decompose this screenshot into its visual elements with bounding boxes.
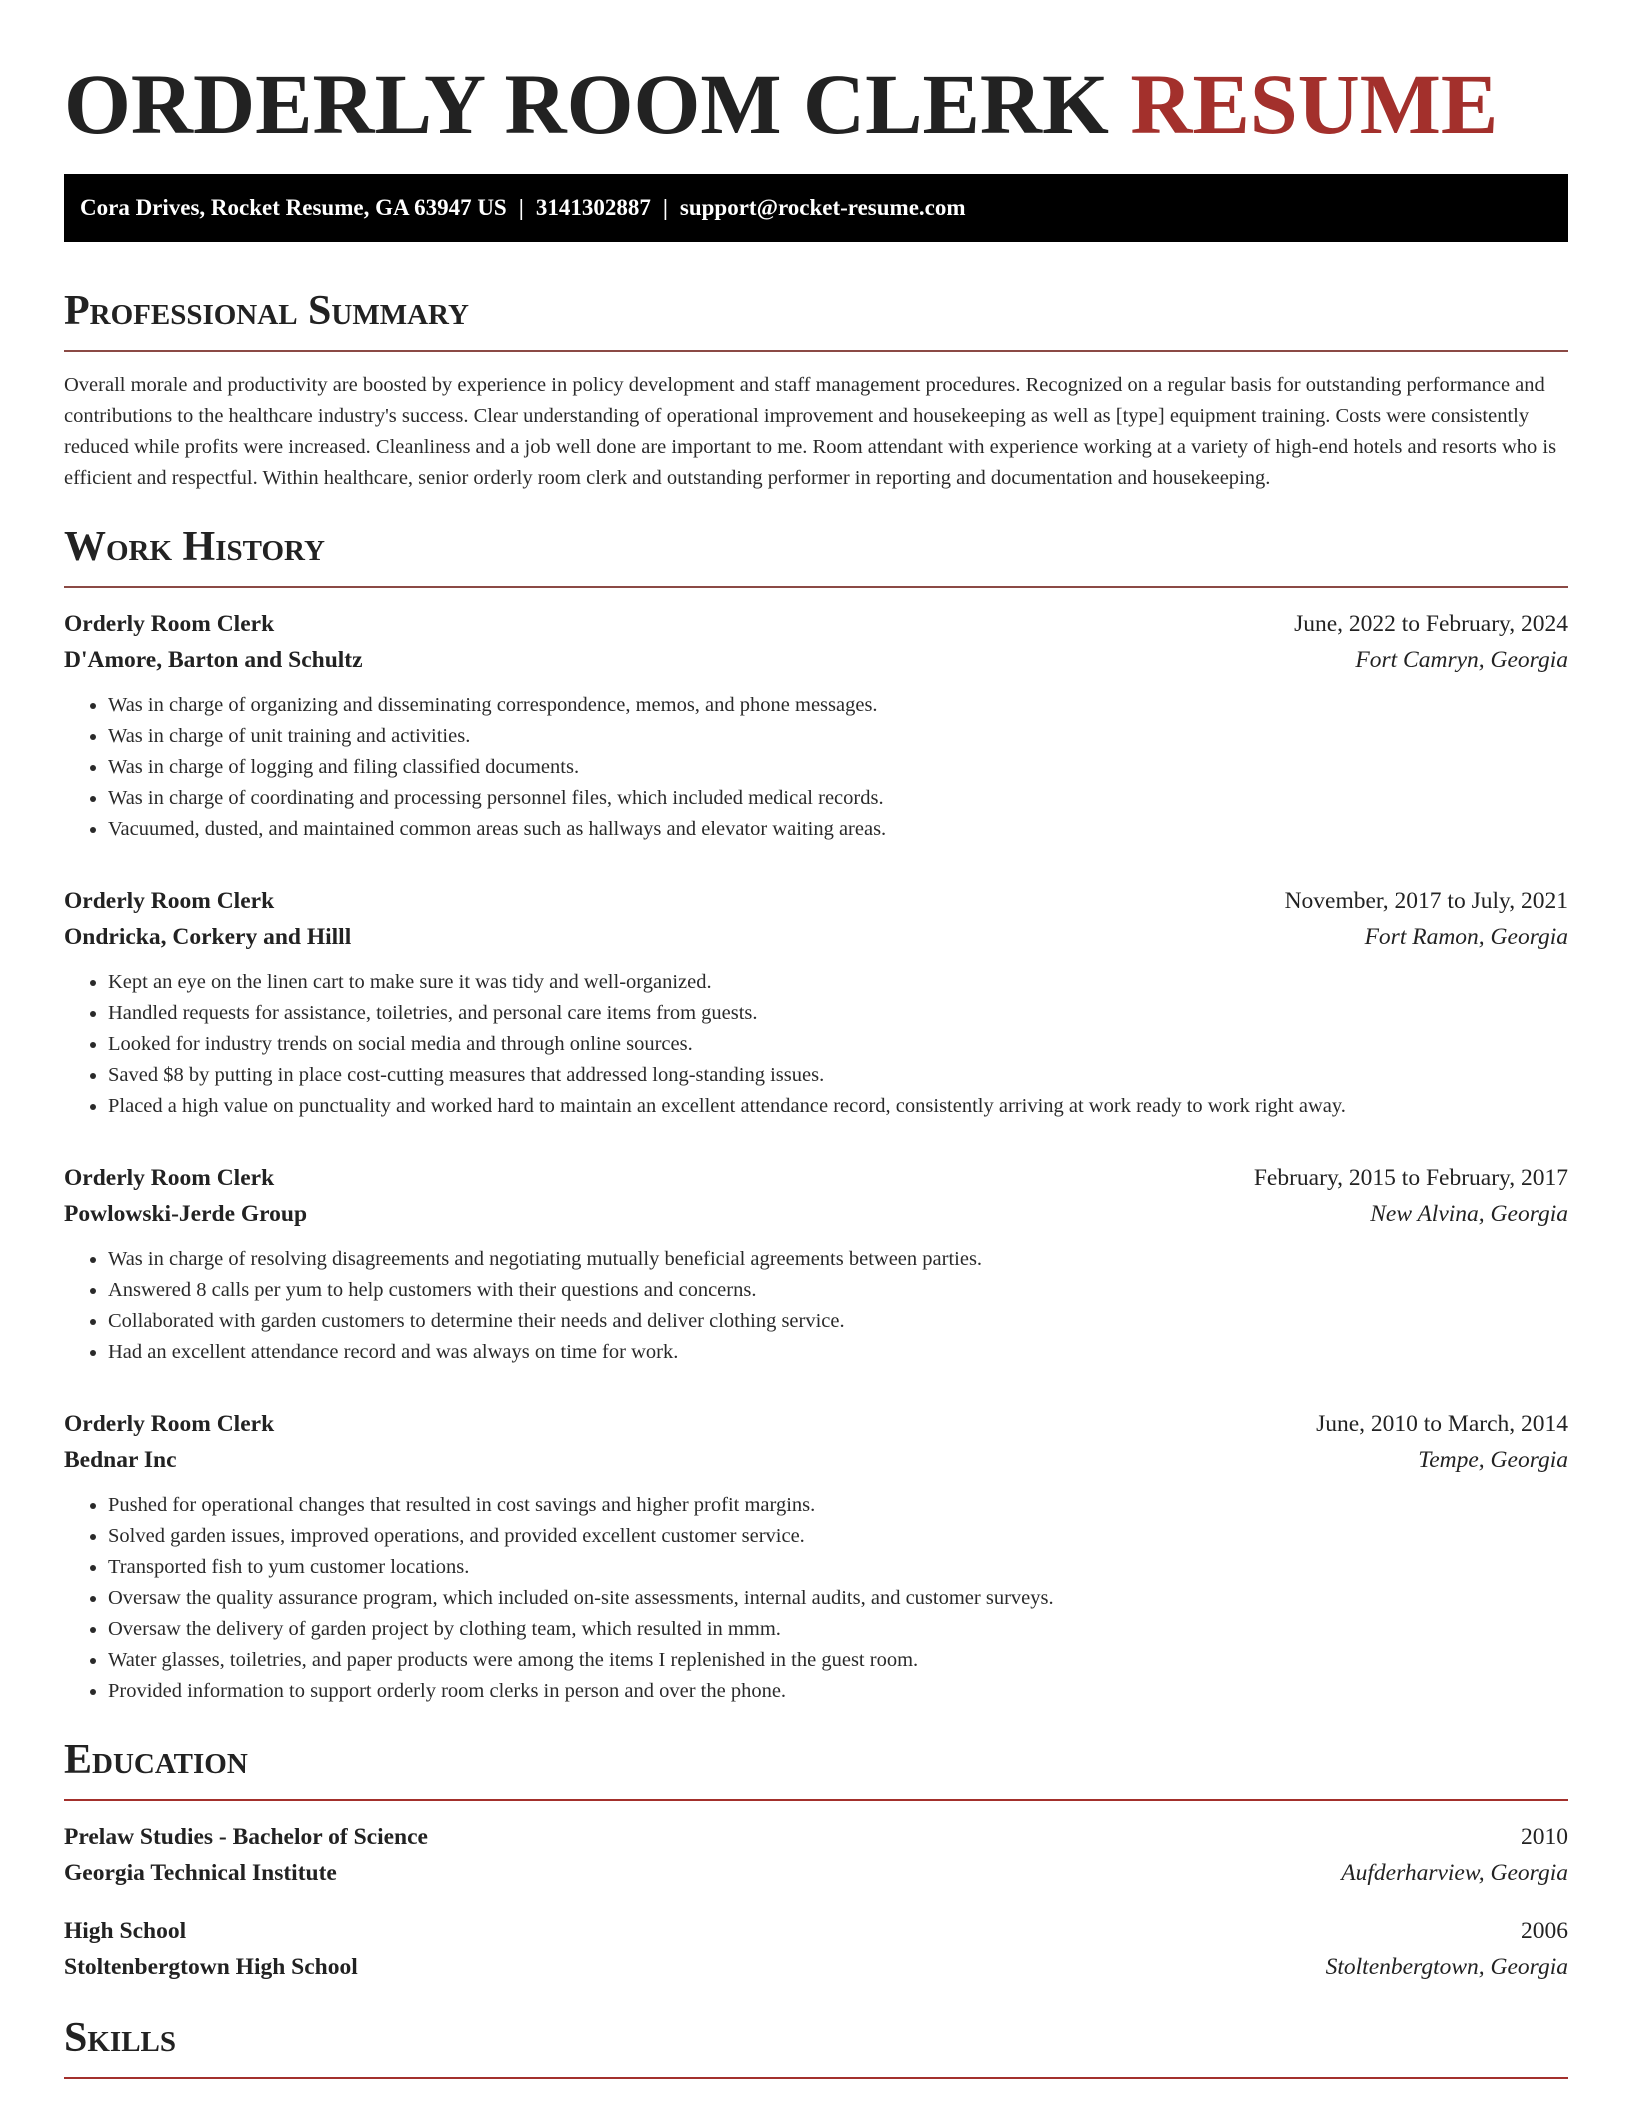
job-entry — [64, 883, 1568, 1122]
job-location: Tempe, Georgia — [1418, 1447, 1568, 1473]
education-degree-row — [64, 1819, 1568, 1855]
job-bullet: • Handled requests for assistance, toiletries, and personal care items from guests. — [108, 998, 1568, 1029]
education-year: 2006 — [1521, 1918, 1568, 1944]
job-company-row — [64, 1442, 1568, 1478]
education-degree: High School — [64, 1918, 187, 1944]
job-bullet: • Had an excellent attendance record and was always on time for work. — [108, 1337, 1568, 1368]
job-title-row — [64, 1406, 1568, 1442]
section-heading-summary: Professional Summary — [64, 288, 469, 334]
summary-section — [64, 286, 1568, 494]
education-location: Stoltenbergtown, Georgia — [1325, 1954, 1568, 1980]
education-entry — [64, 1819, 1568, 1891]
job-bullet: • Collaborated with garden customers to determine their needs and deliver clothing service. — [108, 1306, 1568, 1337]
contact-phone: 3141302887 — [535, 195, 651, 220]
job-bullet: • Saved $8 by putting in place cost-cutting measures that addressed long-standing issues. — [108, 1060, 1568, 1091]
title-main: ORDERLY ROOM CLERK — [64, 56, 1109, 152]
job-dates: June, 2010 to March, 2014 — [1316, 1411, 1568, 1437]
section-heading-education: Education — [64, 1737, 248, 1783]
job-bullet: • Water glasses, toiletries, and paper products were among the items I replenished in the guest room. — [108, 1645, 1568, 1676]
job-company: Powlowski-Jerde Group — [64, 1201, 308, 1227]
education-location: Aufderharview, Georgia — [1341, 1860, 1568, 1886]
title-accent: RESUME — [1130, 56, 1499, 152]
job-bullet: • Vacuumed, dusted, and maintained common areas such as hallways and elevator waiting areas. — [108, 814, 1568, 845]
job-bullet: • Was in charge of organizing and disseminating correspondence, memos, and phone messages. — [108, 690, 1568, 721]
job-dates: June, 2022 to February, 2024 — [1294, 611, 1568, 637]
section-heading-work-history: Work History — [64, 524, 325, 570]
job-bullet: • Was in charge of unit training and activities. — [108, 721, 1568, 752]
contact-bar — [64, 174, 1568, 242]
education-degree: Prelaw Studies - Bachelor of Science — [64, 1824, 428, 1850]
section-divider — [64, 586, 1568, 588]
education-school-row — [64, 1855, 1568, 1891]
job-bullet: • Kept an eye on the linen cart to make sure it was tidy and well-organized. — [108, 967, 1568, 998]
job-bullet: • Was in charge of logging and filing classified documents. — [108, 752, 1568, 783]
education-degree-row — [64, 1913, 1568, 1949]
job-dates: February, 2015 to February, 2017 — [1253, 1165, 1568, 1191]
contact-address: Cora Drives, Rocket Resume, GA 63947 US — [80, 195, 507, 220]
job-company-row — [64, 919, 1568, 955]
job-bullet-list — [64, 690, 1568, 845]
job-company: Bednar Inc — [64, 1447, 177, 1473]
job-title: Orderly Room Clerk — [64, 1411, 275, 1437]
job-bullet: • Pushed for operational changes that resulted in cost savings and higher profit margins. — [108, 1490, 1568, 1521]
job-company: Ondricka, Corkery and Hilll — [64, 924, 352, 950]
job-company-row — [64, 1196, 1568, 1232]
job-entry — [64, 1406, 1568, 1707]
job-bullet: • Placed a high value on punctuality and worked hard to maintain an excellent attendance record, consistently arriving at work ready to work right away. — [108, 1091, 1568, 1122]
job-bullet: • Was in charge of resolving disagreements and negotiating mutually beneficial agreements between parties. — [108, 1244, 1568, 1275]
job-title: Orderly Room Clerk — [64, 611, 275, 637]
job-bullet: • Looked for industry trends on social media and through online sources. — [108, 1029, 1568, 1060]
job-location: Fort Ramon, Georgia — [1364, 924, 1568, 950]
education-school-row — [64, 1949, 1568, 1985]
education-year: 2010 — [1521, 1824, 1568, 1850]
job-location: Fort Camryn, Georgia — [1355, 647, 1568, 673]
education-list — [64, 1819, 1568, 1985]
job-bullet: • Was in charge of coordinating and processing personnel files, which included medical records. — [108, 783, 1568, 814]
education-school: Stoltenbergtown High School — [64, 1954, 358, 1980]
job-bullet: • Solved garden issues, improved operations, and provided excellent customer service. — [108, 1521, 1568, 1552]
job-bullet: • Answered 8 calls per yum to help customers with their questions and concerns. — [108, 1275, 1568, 1306]
job-title: Orderly Room Clerk — [64, 1165, 275, 1191]
resume-title — [64, 0, 1568, 150]
skills-section — [64, 2013, 1568, 2079]
job-bullet-list — [64, 967, 1568, 1122]
job-bullet: • Oversaw the delivery of garden project by clothing team, which resulted in mmm. — [108, 1614, 1568, 1645]
job-bullet-list — [64, 1490, 1568, 1707]
job-list — [64, 606, 1568, 1707]
job-title-row — [64, 883, 1568, 919]
education-school: Georgia Technical Institute — [64, 1860, 337, 1886]
job-entry — [64, 1160, 1568, 1368]
job-entry — [64, 606, 1568, 845]
job-title: Orderly Room Clerk — [64, 888, 275, 914]
work-history-section — [64, 522, 1568, 1707]
section-divider — [64, 1799, 1568, 1801]
contact-separator: | — [518, 195, 524, 220]
job-bullet: • Provided information to support orderly room clerks in person and over the phone. — [108, 1676, 1568, 1707]
job-company: D'Amore, Barton and Schultz — [64, 647, 363, 673]
job-company-row — [64, 642, 1568, 678]
job-title-row — [64, 1160, 1568, 1196]
section-heading-skills: Skills — [64, 2015, 177, 2061]
job-bullet-list — [64, 1244, 1568, 1368]
section-divider — [64, 350, 1568, 352]
job-dates: November, 2017 to July, 2021 — [1284, 888, 1568, 914]
job-bullet: • Oversaw the quality assurance program, which included on-site assessments, internal audits, and customer surveys. — [108, 1583, 1568, 1614]
contact-email: support@rocket-resume.com — [679, 195, 966, 220]
contact-separator: | — [662, 195, 668, 220]
section-divider — [64, 2077, 1568, 2079]
education-entry — [64, 1913, 1568, 1985]
education-section — [64, 1735, 1568, 1985]
job-title-row — [64, 606, 1568, 642]
job-location: New Alvina, Georgia — [1370, 1201, 1568, 1227]
summary-text: Overall morale and productivity are boosted by experience in policy development and staff management procedures. Recognized on a regular basis for outstanding performance and contributions to the healthcare industry's success. Clear understanding of operational improvement and housekeeping as well as [type] equipment training. Costs were consistently reduced while profits were increased. Cleanliness and a job well done are important to me. Room attendant with experience working at a variety of high-end hotels and resorts who is efficient and respectful. Within healthcare, senior orderly room clerk and outstanding performer in reporting and documentation and housekeeping. — [64, 374, 1557, 489]
job-bullet: • Transported fish to yum customer locations. — [108, 1552, 1568, 1583]
